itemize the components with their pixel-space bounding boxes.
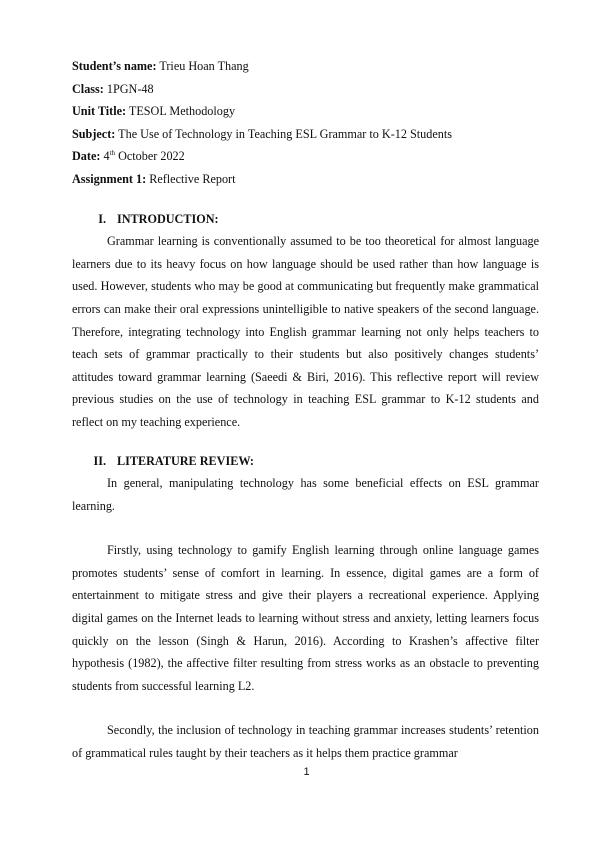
document-page xyxy=(72,55,539,765)
subject-label: Subject: xyxy=(72,126,116,141)
section-number: I. xyxy=(98,211,106,226)
assignment-line xyxy=(72,168,539,191)
section-number: II. xyxy=(93,453,106,468)
class-value: 1PGN-48 xyxy=(103,81,154,96)
student-name-label: Student’s name: xyxy=(72,59,157,73)
class-line xyxy=(72,78,539,101)
section-title: LITERATURE REVIEW: xyxy=(117,453,254,468)
section-heading-introduction xyxy=(72,208,539,231)
section-title: INTRODUCTION: xyxy=(117,211,219,226)
assignment-value: Reflective Report xyxy=(146,171,236,186)
class-label: Class: xyxy=(72,81,104,96)
subject-value: The Use of Technology in Teaching ESL Grammar to K-12 Students xyxy=(115,126,453,141)
unit-title-value: TESOL Methodology xyxy=(126,104,236,119)
date-day: 4 xyxy=(100,149,110,164)
unit-title-label: Unit Title: xyxy=(72,104,127,119)
date-line xyxy=(72,145,539,168)
literature-paragraph-firstly: Firstly, using technology to gamify English learning through online language games promotes students’ sense of comfort in learning. In essence, digital games are a form of entertainment to mitigate stress and give their players a recreational experience. Applying digital games on the Internet leads to learning without stress and anxiety, letting learners focus quickly on the lesson (Singh & Harun, 2016). According to Krashen’s affective filter hypothesis (1982), the affective filter resulting from stress works as an obstacle to preventing students from successful learning L2. xyxy=(72,543,539,693)
student-name-line xyxy=(72,55,539,78)
date-suffix: th xyxy=(109,149,116,158)
subject-line xyxy=(72,123,539,146)
literature-paragraph-secondly: Secondly, the inclusion of technology in teaching grammar increases students’ retention of grammatical rules taught by their teachers as it helps them practice grammar xyxy=(72,723,539,761)
introduction-paragraph: Grammar learning is conventionally assumed to be too theoretical for almost language learners due to its heavy focus on how language should be used rather than how language is used. However, students who may be good at communicating but frequently make grammatical errors can make their oral expressions unintelligible to native speakers of the second language. Therefore, integrating technology into English grammar learning not only helps teachers to teach sets of grammar practically to their students but also positively changes students’ attitudes toward grammar learning (Saeedi & Biri, 2016). This reflective report will review previous studies on the use of technology in teaching ESL grammar to K-12 students and reflect on my teaching experience. xyxy=(72,234,539,429)
literature-paragraph-general: In general, manipulating technology has some beneficial effects on ESL grammar learning. xyxy=(72,476,539,513)
date-label: Date: xyxy=(72,149,101,164)
student-name-value: Trieu Hoan Thang xyxy=(156,59,249,73)
page-number: 1 xyxy=(303,766,310,778)
section-heading-literature-review xyxy=(72,450,539,473)
assignment-label: Assignment 1: xyxy=(72,171,147,186)
unit-title-line xyxy=(72,100,539,123)
date-rest: October 2022 xyxy=(115,149,185,164)
